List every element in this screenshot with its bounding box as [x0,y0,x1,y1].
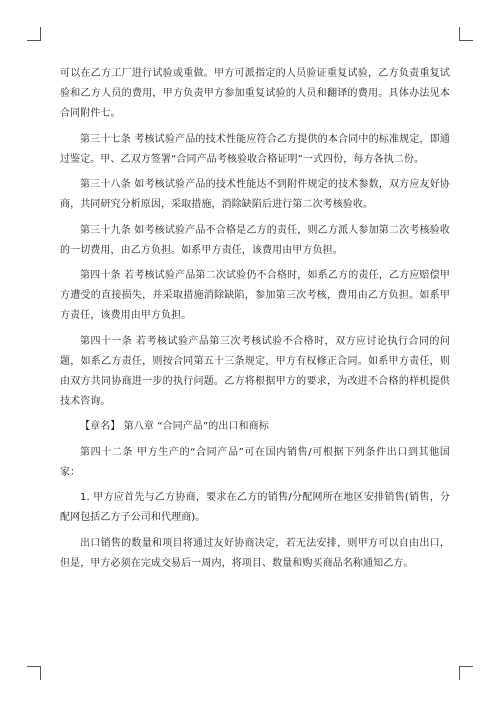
crop-mark-top-left [27,27,41,41]
paragraph-article-40: 第四十条 若考核试验产品第二次试验仍不合格时，如系乙方的责任，乙方应赔偿甲方遭受的直接损失，并采取措施消除缺陷，参加第三次考核，费用由乙方负担。如系甲方责任，该费用由甲方负担。 [60,270,450,321]
paragraph-continuation: 可以在乙方工厂进行试验或重做。甲方可派指定的人员验证重复试验，乙方负责重复试验和乙方人员的费用，甲方负责甲方参加重复试验的人员和翻译的费用。具体办法见本合同附件七。 [60,68,450,119]
document-body [60,64,450,579]
crop-mark-bottom-right [459,666,473,680]
chapter-heading: 【章名】 第八章 “合同产品”的出口和商标 [80,421,269,432]
paragraph-article-42: 第四十二条 甲方生产的“合同产品”可在国内销售/可根据下列条件出口到其他国家： [60,446,450,478]
paragraph-item-1: 1. 甲方应首先与乙方协商，要求在乙方的销售/分配网所在地区安排销售(销售，分配网包括乙方子公司和代理商)。 [60,492,450,523]
paragraph-article-39: 第三十九条 如考核试验产品不合格是乙方的责任，则乙方派人参加第二次考核验收的一切费用，由乙方负担。如系甲方责任，该费用由甲方负担。 [60,224,450,256]
paragraph-article-38: 第三十八条 如考核试验产品的技术性能达不到附件规定的技术参数，双方应友好协商，共同研究分析原因，采取措施，消除缺陷后进行第二次考核验收。 [60,179,450,210]
crop-mark-top-right [459,27,473,41]
paragraph-article-41: 第四十一条 若考核试验产品第三次考核试验不合格时，双方应讨论执行合同的问题，如系乙方责任，则按合同第五十三条规定，甲方有权修正合同。如系甲方责任，则由双方共同协商进一步的执行问题。乙方将根据甲方的要求，为改进不合格的样机提供技术咨询。 [60,335,450,407]
crop-mark-bottom-left [27,666,41,680]
paragraph-export-sales: 出口销售的数量和项目将通过友好协商决定，若无法安排，则甲方可以自由出口，但是，甲方必须在完成交易后一周内，将项目、数量和购买商品名称通知乙方。 [60,537,450,569]
paragraph-article-37: 第三十七条 考核试验产品的技术性能应符合乙方提供的本合同中的标准规定，即通过鉴定。甲、乙双方签署“合同产品考核验收合格证明”一式四份，每方各执二份。 [60,133,450,165]
